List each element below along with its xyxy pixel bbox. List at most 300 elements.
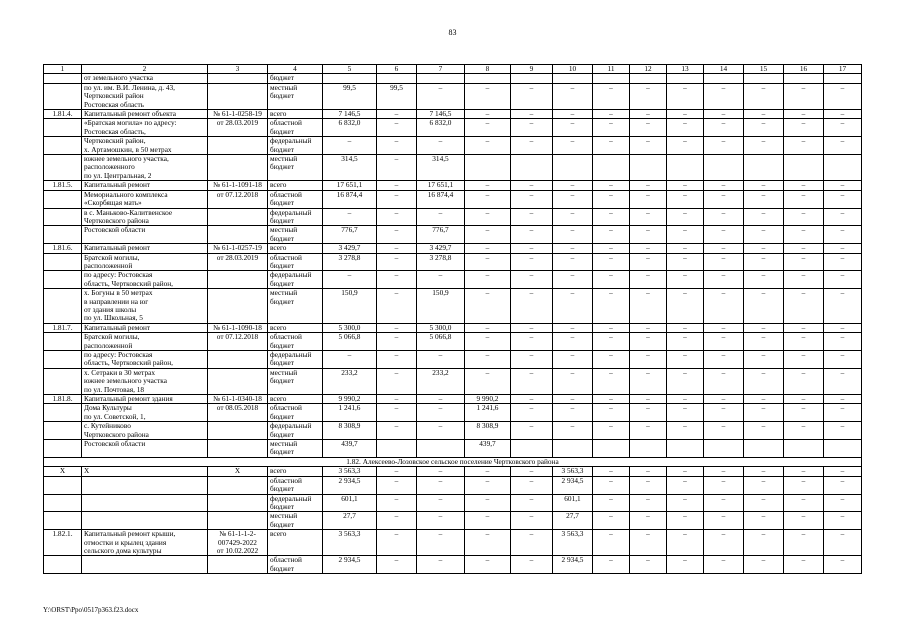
table-cell: – <box>667 244 704 253</box>
table-cell: 776,7 <box>417 226 465 244</box>
table-row <box>44 244 862 253</box>
column-header: 4 <box>268 65 323 74</box>
table-cell: – <box>784 530 824 556</box>
table-cell <box>377 74 417 83</box>
table-cell: – <box>417 271 465 289</box>
table-cell: – <box>417 476 465 494</box>
table-cell: № 61-1-0257-19 <box>208 244 268 253</box>
table-cell <box>824 440 862 458</box>
table-cell <box>208 271 268 289</box>
table-cell: областной бюджет <box>268 190 323 208</box>
table-cell: – <box>744 190 784 208</box>
table-cell: – <box>824 119 862 137</box>
table-cell: № 61-1-1091-18 <box>208 181 268 190</box>
table-cell: – <box>784 289 824 324</box>
table-cell: – <box>465 190 511 208</box>
table-cell: – <box>824 137 862 155</box>
table-row <box>44 512 862 530</box>
table-cell: 314,5 <box>417 155 465 181</box>
table-cell: 3 278,8 <box>417 253 465 271</box>
table-cell: – <box>824 556 862 574</box>
table-cell: – <box>511 351 553 369</box>
table-cell <box>44 368 82 394</box>
table-cell <box>44 404 82 422</box>
table-cell: – <box>630 422 667 440</box>
table-cell: местный бюджет <box>268 289 323 324</box>
table-cell: – <box>593 253 630 271</box>
table-cell: – <box>511 289 553 324</box>
table-cell: – <box>553 208 593 226</box>
table-cell: местный бюджет <box>268 512 323 530</box>
table-cell <box>824 155 862 181</box>
table-cell: – <box>784 395 824 404</box>
header-row <box>44 65 862 74</box>
table-cell: 17 651,1 <box>417 181 465 190</box>
file-path-footer: Y:\ORST\Ppo\0517p363.f23.docx <box>43 606 139 614</box>
table-row <box>44 155 862 181</box>
table-cell: 3 278,8 <box>323 253 377 271</box>
column-header: 8 <box>465 65 511 74</box>
table-cell <box>417 74 465 83</box>
table-cell: – <box>377 323 417 332</box>
table-cell: – <box>465 512 511 530</box>
table-cell: 17 651,1 <box>323 181 377 190</box>
column-header: 6 <box>377 65 417 74</box>
table-cell: – <box>824 333 862 351</box>
table-cell: областной бюджет <box>268 556 323 574</box>
table-cell <box>784 74 824 83</box>
table-cell: – <box>667 404 704 422</box>
table-cell <box>44 351 82 369</box>
table-cell: – <box>377 494 417 512</box>
table-cell: – <box>784 404 824 422</box>
table-cell <box>630 155 667 181</box>
table-cell <box>208 512 268 530</box>
table-cell <box>377 440 417 458</box>
table-cell: всего <box>268 467 323 476</box>
table-row <box>44 476 862 494</box>
table-cell: – <box>667 530 704 556</box>
column-header: 14 <box>704 65 744 74</box>
table-cell: 16 874,4 <box>323 190 377 208</box>
table-cell: – <box>824 110 862 119</box>
table-cell: – <box>824 289 862 324</box>
table-cell: – <box>630 404 667 422</box>
table-cell: – <box>593 395 630 404</box>
table-cell: – <box>630 530 667 556</box>
table-cell: областной бюджет <box>268 476 323 494</box>
table-cell: – <box>593 137 630 155</box>
table-cell: – <box>377 190 417 208</box>
table-cell <box>208 351 268 369</box>
column-header: 7 <box>417 65 465 74</box>
table-cell: – <box>553 271 593 289</box>
table-cell: всего <box>268 323 323 332</box>
table-cell <box>208 155 268 181</box>
table-cell: Ростовской области <box>82 226 208 244</box>
table-cell <box>44 512 82 530</box>
table-cell: – <box>465 271 511 289</box>
table-cell: областной бюджет <box>268 119 323 137</box>
table-cell: – <box>704 422 744 440</box>
table-cell: – <box>377 226 417 244</box>
table-cell: – <box>377 422 417 440</box>
table-cell <box>784 440 824 458</box>
column-header: 11 <box>593 65 630 74</box>
table-cell: – <box>593 244 630 253</box>
table-cell <box>744 74 784 83</box>
table-cell: – <box>667 512 704 530</box>
table-cell: – <box>377 244 417 253</box>
table-cell: – <box>593 181 630 190</box>
table-cell: – <box>553 404 593 422</box>
table-cell: «Братская могила» по адресу: Ростовская область, <box>82 119 208 137</box>
table-cell: 3 429,7 <box>417 244 465 253</box>
table-cell: – <box>824 476 862 494</box>
table-cell <box>824 74 862 83</box>
table-cell: – <box>553 422 593 440</box>
table-cell <box>704 74 744 83</box>
table-cell: – <box>704 253 744 271</box>
table-cell: – <box>704 244 744 253</box>
table-cell: – <box>744 323 784 332</box>
table-cell: – <box>667 137 704 155</box>
table-cell: от 07.12.2018 <box>208 333 268 351</box>
table-cell: 6 832,0 <box>417 119 465 137</box>
table-cell: – <box>704 368 744 394</box>
table-cell: – <box>511 333 553 351</box>
table-cell: – <box>323 351 377 369</box>
table-cell: – <box>323 137 377 155</box>
table-row <box>44 404 862 422</box>
table-cell: – <box>784 467 824 476</box>
table-cell <box>593 74 630 83</box>
table-cell <box>44 476 82 494</box>
table-cell: 9 990,2 <box>465 395 511 404</box>
table-cell: – <box>417 556 465 574</box>
table-cell: – <box>417 395 465 404</box>
table-cell: № 61-1-0340-18 <box>208 395 268 404</box>
table-cell: х. Сетраки в 30 метрах южнее земельного участка по ул. Почтовая, 18 <box>82 368 208 394</box>
table-cell: – <box>593 333 630 351</box>
table-cell: – <box>744 253 784 271</box>
table-cell: Чертковский район, х. Артамошкин, в 50 метрах <box>82 137 208 155</box>
table-row <box>44 422 862 440</box>
table-cell: – <box>704 333 744 351</box>
table-cell: – <box>553 137 593 155</box>
table-cell: – <box>784 351 824 369</box>
table-cell <box>44 137 82 155</box>
table-cell: 99,5 <box>377 83 417 109</box>
table-cell: – <box>784 137 824 155</box>
table-cell <box>44 190 82 208</box>
table-cell: Капитальный ремонт <box>82 323 208 332</box>
table-cell: – <box>465 476 511 494</box>
table-cell <box>44 83 82 109</box>
table-cell: от 28.03.2019 <box>208 119 268 137</box>
table-cell: – <box>704 83 744 109</box>
table-cell: – <box>377 289 417 324</box>
table-cell: – <box>465 253 511 271</box>
table-cell: – <box>667 83 704 109</box>
table-cell: Капитальный ремонт <box>82 244 208 253</box>
table-row <box>44 137 862 155</box>
table-cell: – <box>630 351 667 369</box>
table-cell <box>553 155 593 181</box>
table-cell: 1 241,6 <box>323 404 377 422</box>
table-cell: – <box>593 119 630 137</box>
table-row <box>44 556 862 574</box>
table-row <box>44 74 862 83</box>
table-cell: 150,9 <box>417 289 465 324</box>
table-cell: всего <box>268 395 323 404</box>
table-cell: 5 066,8 <box>417 333 465 351</box>
table-cell <box>704 440 744 458</box>
table-cell: – <box>704 476 744 494</box>
table-cell: 6 832,0 <box>323 119 377 137</box>
table-cell: – <box>417 351 465 369</box>
table-cell: – <box>824 181 862 190</box>
table-cell: – <box>417 208 465 226</box>
table-cell: – <box>511 190 553 208</box>
table-cell: – <box>465 556 511 574</box>
table-cell: – <box>377 137 417 155</box>
table-cell: бюджет <box>268 74 323 83</box>
table-cell: – <box>667 208 704 226</box>
table-cell: – <box>630 395 667 404</box>
table-cell: – <box>667 476 704 494</box>
table-cell: – <box>465 119 511 137</box>
table-cell: Капитальный ремонт объекта <box>82 110 208 119</box>
table-cell: Х <box>82 467 208 476</box>
table-cell: – <box>630 137 667 155</box>
table-cell <box>208 226 268 244</box>
table-cell: – <box>824 253 862 271</box>
table-cell: – <box>630 556 667 574</box>
table-cell <box>667 440 704 458</box>
table-cell: – <box>704 556 744 574</box>
table-row <box>44 208 862 226</box>
table-cell: – <box>553 395 593 404</box>
table-cell: – <box>704 190 744 208</box>
table-cell: – <box>377 208 417 226</box>
table-cell: – <box>784 368 824 394</box>
table-cell: – <box>511 181 553 190</box>
table-cell: – <box>511 226 553 244</box>
table-cell: областной бюджет <box>268 404 323 422</box>
table-cell: – <box>630 333 667 351</box>
table-cell <box>44 556 82 574</box>
table-cell: Капитальный ремонт <box>82 181 208 190</box>
table-cell: – <box>511 476 553 494</box>
table-row <box>44 323 862 332</box>
table-cell <box>208 556 268 574</box>
table-cell: – <box>553 351 593 369</box>
table-row <box>44 83 862 109</box>
table-row <box>44 110 862 119</box>
table-cell: – <box>630 110 667 119</box>
table-cell <box>208 494 268 512</box>
table-cell: всего <box>268 181 323 190</box>
table-cell: – <box>630 368 667 394</box>
table-cell: № 61-1-1-2- 007429-2022 от 10.02.2022 <box>208 530 268 556</box>
table-cell: – <box>465 110 511 119</box>
table-row <box>44 289 862 324</box>
table-cell: Х <box>44 467 82 476</box>
table-cell: – <box>553 110 593 119</box>
table-cell: 776,7 <box>323 226 377 244</box>
table-cell: – <box>744 181 784 190</box>
table-cell: – <box>784 226 824 244</box>
table-cell: – <box>511 253 553 271</box>
table-cell: всего <box>268 244 323 253</box>
table-cell: – <box>744 137 784 155</box>
table-cell: – <box>553 181 593 190</box>
table-cell <box>44 289 82 324</box>
table-cell: – <box>667 110 704 119</box>
table-cell: – <box>744 395 784 404</box>
table-cell <box>44 119 82 137</box>
table-cell: по ул. им. В.И. Ленина, д. 43, Чертковский район Ростовская область <box>82 83 208 109</box>
table-cell: – <box>465 351 511 369</box>
table-cell: 1.82.1. <box>44 530 82 556</box>
table-cell <box>208 368 268 394</box>
table-cell: – <box>744 226 784 244</box>
table-cell: – <box>417 494 465 512</box>
table-cell: 1.81.7. <box>44 323 82 332</box>
table-cell: – <box>630 512 667 530</box>
table-cell <box>465 155 511 181</box>
table-cell: – <box>511 208 553 226</box>
table-cell: – <box>377 155 417 181</box>
table-cell: – <box>511 494 553 512</box>
table-cell: от 07.12.2018 <box>208 190 268 208</box>
table-cell: с. Кутейниково Чертковского района <box>82 422 208 440</box>
table-cell: Ростовской области <box>82 440 208 458</box>
table-cell: 1.81.4. <box>44 110 82 119</box>
table-cell <box>82 476 208 494</box>
table-cell: 7 146,5 <box>323 110 377 119</box>
table-cell: – <box>824 404 862 422</box>
table-cell: 2 934,5 <box>323 476 377 494</box>
table-cell: – <box>553 119 593 137</box>
table-cell: 1.81.6. <box>44 244 82 253</box>
table-cell <box>323 74 377 83</box>
table-cell: – <box>630 190 667 208</box>
table-cell <box>44 494 82 512</box>
table-cell: – <box>417 530 465 556</box>
table-row <box>44 494 862 512</box>
table-cell: – <box>744 512 784 530</box>
table-cell: 150,9 <box>323 289 377 324</box>
table-cell: – <box>465 289 511 324</box>
column-header: 15 <box>744 65 784 74</box>
table-cell: – <box>704 351 744 369</box>
table-cell: – <box>630 323 667 332</box>
table-cell: федеральный бюджет <box>268 494 323 512</box>
table-cell: – <box>553 190 593 208</box>
table-cell: – <box>824 422 862 440</box>
table-cell: – <box>744 119 784 137</box>
table-cell: 27,7 <box>323 512 377 530</box>
table-cell: – <box>593 368 630 394</box>
table-cell: – <box>667 494 704 512</box>
table-cell: – <box>593 404 630 422</box>
table-cell: 99,5 <box>323 83 377 109</box>
table-cell: – <box>704 110 744 119</box>
table-cell: – <box>744 368 784 394</box>
table-cell: – <box>704 467 744 476</box>
table-cell <box>44 208 82 226</box>
table-cell: – <box>744 244 784 253</box>
table-cell: – <box>511 137 553 155</box>
table-cell: – <box>784 271 824 289</box>
table-row <box>44 271 862 289</box>
table-cell: от земельного участка <box>82 74 208 83</box>
table-cell: – <box>465 137 511 155</box>
column-header: 1 <box>44 65 82 74</box>
table-cell: – <box>511 395 553 404</box>
table-row <box>44 368 862 394</box>
table-row <box>44 351 862 369</box>
table-cell: по адресу: Ростовская область, Чертковский район, <box>82 351 208 369</box>
table-cell: – <box>744 494 784 512</box>
table-cell: – <box>704 137 744 155</box>
table-cell: – <box>377 271 417 289</box>
table-cell: 27,7 <box>553 512 593 530</box>
table-cell: – <box>667 351 704 369</box>
table-cell: федеральный бюджет <box>268 271 323 289</box>
column-header: 12 <box>630 65 667 74</box>
table-cell <box>667 74 704 83</box>
table-cell: – <box>744 556 784 574</box>
table-cell: – <box>553 368 593 394</box>
table-cell <box>511 155 553 181</box>
table-cell: – <box>377 530 417 556</box>
table-cell: 233,2 <box>417 368 465 394</box>
column-header: 16 <box>784 65 824 74</box>
table-cell <box>82 494 208 512</box>
table-cell: – <box>824 323 862 332</box>
table-cell: – <box>511 556 553 574</box>
table-cell: 1 241,6 <box>465 404 511 422</box>
table-cell <box>44 271 82 289</box>
table-cell: 601,1 <box>323 494 377 512</box>
table-cell: – <box>511 467 553 476</box>
table-cell <box>208 289 268 324</box>
table-cell <box>44 226 82 244</box>
table-cell: – <box>784 253 824 271</box>
table-cell <box>208 137 268 155</box>
table-cell: – <box>465 83 511 109</box>
table-cell: – <box>593 476 630 494</box>
table-cell: – <box>824 190 862 208</box>
section-title: 1.82. Алексеево-Лозовское сельское поселение Чертковского района <box>44 457 862 466</box>
table-cell: – <box>704 208 744 226</box>
table-cell: – <box>465 368 511 394</box>
table-cell: федеральный бюджет <box>268 137 323 155</box>
table-cell: – <box>744 476 784 494</box>
table-cell <box>82 512 208 530</box>
table-cell: – <box>784 556 824 574</box>
table-cell: – <box>593 556 630 574</box>
table-cell: – <box>824 395 862 404</box>
table-cell: – <box>824 351 862 369</box>
column-header: 2 <box>82 65 208 74</box>
table-cell <box>784 155 824 181</box>
table-cell: – <box>377 467 417 476</box>
table-cell: – <box>511 110 553 119</box>
